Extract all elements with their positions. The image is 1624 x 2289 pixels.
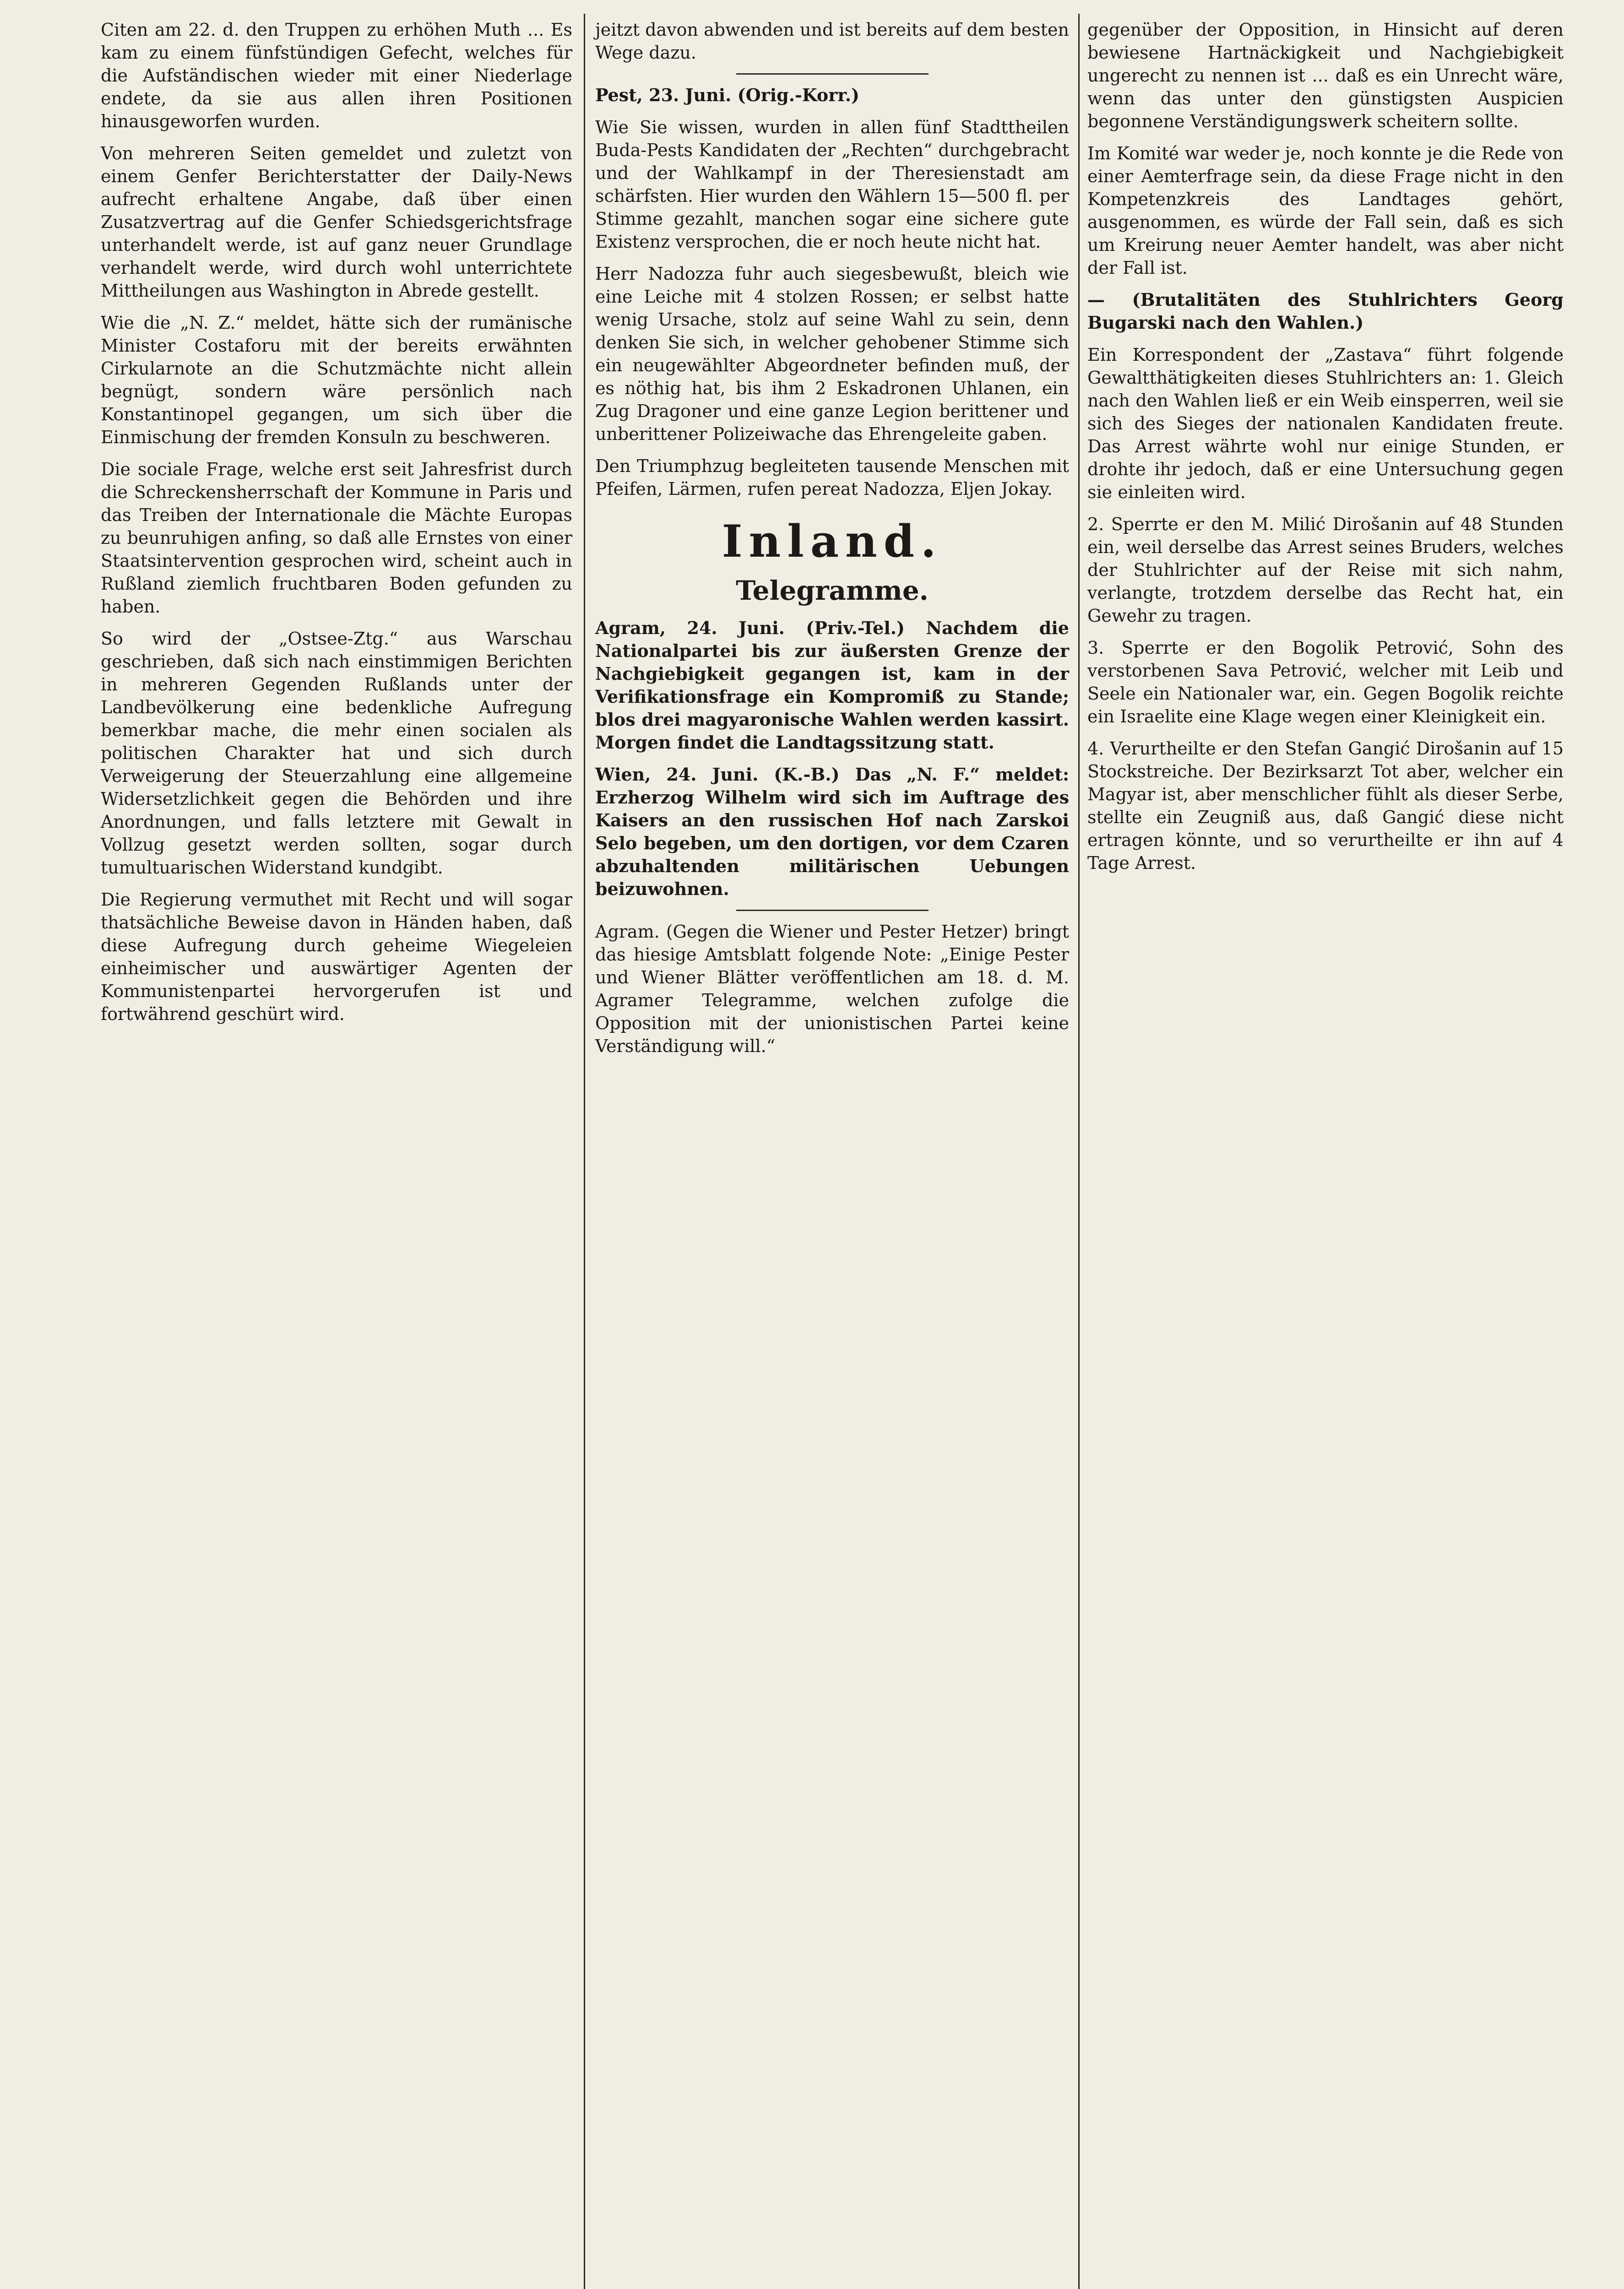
col3-paragraph-3: Ein Korrespondent der „Zastava“ führt folgende Gewaltthätigkeiten dieses Stuhlrichters an: 1. Gleich nach den Wahlen ließ er ein Weib einsperren, weil sie sich des Sieges der nationalen Kandidaten freute. Das Arrest währte wohl nur einige Stunden, er drohte ihr jedoch, daß er eine Untersuchung gegen sie einleiten wird.	[1087, 345, 1564, 502]
col1-paragraph-4: Die sociale Frage, welche erst seit Jahresfrist durch die Schreckensherrschaft der Kommune in Paris und das Treiben der Internationale die Mächte Europas zu beunruhigen anfing, so daß alle Ernstes von einer Staatsintervention gesprochen wird, scheint auch in Rußland ziemlich fruchtbaren Boden gefunden zu haben.	[101, 459, 572, 617]
dateline-pest: Pest, 23. Juni. (Orig.-Korr.)	[595, 85, 860, 105]
col3-paragraph-6: 4. Verurtheilte er den Stefan Gangić Dirošanin auf 15 Stockstreiche. Der Bezirksarzt Tot aber, welcher ein Magyar ist, aber menschlicher fühlt als dieser Serbe, stellte ein Zeugniß aus, daß Gangić diese nicht ertragen könnte, und so verurtheilte er ihn auf 4 Tage Arrest.	[1087, 738, 1564, 873]
column-3	[1087, 18, 1564, 2289]
col2-paragraph-5: Agram. (Gegen die Wiener und Pester Hetzer) bringt das hiesige Amtsblatt folgende Note: „Einige Pester und Wiener Blätter veröffentlichen am 18. d. M. Agramer Telegramme, welchen zufolge die Opposition mit der unionistischen Partei keine Verständigung will.“	[595, 922, 1069, 1056]
section-title-inland: Inland.	[722, 515, 943, 567]
column-2	[595, 18, 1069, 2289]
col3-paragraph-4: 2. Sperrte er den M. Milić Dirošanin auf 48 Stunden ein, weil derselbe das Arrest seines Bruders, welches der Stuhlrichter auf der Reise mit sich nahm, verlangte, trotzdem derselbe das Recht hat, ein Gewehr zu tragen.	[1087, 514, 1564, 626]
col3-paragraph-2: Im Komité war weder je, noch konnte je die Rede von einer Aemterfrage sein, da diese Frage nicht in den Kompetenzkreis des Landtages gehört, ausgenommen, es würde der Fall sein, daß es sich um Kreirung neuer Aemter handelt, was aber nicht der Fall ist.	[1087, 143, 1564, 278]
column-1	[101, 18, 572, 2289]
col1-paragraph-1: Citen am 22. d. den Truppen zu erhöhen Muth ... Es kam zu einem fünfstündigen Gefecht, welches für die Aufständischen wieder mit einer Niederlage endete, da sie aus allen ihren Positionen hinausgeworfen wurden.	[101, 20, 572, 131]
subhead-telegramme: Telegramme.	[736, 575, 929, 606]
col1-paragraph-6: Die Regierung vermuthet mit Recht und will sogar thatsächliche Beweise davon in Händen haben, daß diese Aufregung durch geheime Wiegeleien einheimischer und auswärtiger Agenten der Kommunistenpartei hervorgerufen ist und fortwährend geschürt wird.	[101, 890, 572, 1024]
headline-brutalitaeten: — (Brutalitäten des Stuhlrichters Georg Bugarski nach den Wahlen.)	[1087, 289, 1564, 333]
telegram-wien: Wien, 24. Juni. (K.-B.) Das „N. F.“ meldet: Erzherzog Wilhelm wird sich im Auftrage des Kaisers an den russischen Hof nach Zarskoi Selo begeben, um den dortigen, vor dem Czaren abzuhaltenden militärischen Uebungen beizuwohnen.	[595, 764, 1069, 899]
col3-paragraph-1: gegenüber der Opposition, in Hinsicht auf deren bewiesene Hartnäckigkeit und Nachgiebigkeit ungerecht zu nennen ist ... daß es ein Unrecht wäre, wenn das unter den günstigsten Auspicien begonnene Verständigungswerk scheitern sollte.	[1087, 20, 1564, 131]
col3-paragraph-5: 3. Sperrte er den Bogolik Petrović, Sohn des verstorbenen Sava Petrović, welcher mit Leib und Seele ein Nationaler war, ein. Gegen Bogolik reichte ein Israelite eine Klage wegen einer Kleinigkeit ein.	[1087, 638, 1564, 727]
col2-paragraph-1: jeitzt davon abwenden und ist bereits auf dem besten Wege dazu.	[595, 20, 1069, 63]
column-rule	[1078, 14, 1080, 2289]
column-rule	[584, 14, 585, 2289]
col2-paragraph-4: Den Triumphzug begleiteten tausende Menschen mit Pfeifen, Lärmen, rufen pereat Nadozza, Eljen Jokay.	[595, 456, 1069, 499]
telegram-agram: Agram, 24. Juni. (Priv.-Tel.) Nachdem die Nationalpartei bis zur äußersten Grenze der Nachgiebigkeit gegangen ist, kam in der Verifikationsfrage ein Kompromiß zu Stande; blos drei magyaronische Wahlen werden kassirt. Morgen findet die Landtagssitzung statt.	[595, 618, 1069, 753]
divider	[736, 73, 929, 75]
col2-paragraph-3: Herr Nadozza fuhr auch siegesbewußt, bleich wie eine Leiche mit 4 stolzen Rossen; er selbst hatte wenig Ursache, stolz auf seine Wahl zu sein, denn denken Sie sich, in welcher gehobener Stimme sich ein neugewählter Abgeordneter befinden muß, der es nöthig hat, bis ihm 2 Eskadronen Uhlanen, ein Zug Dragoner und eine ganze Legion berittener und unberittener Polizeiwache das Ehrengeleite gaben.	[595, 264, 1069, 444]
divider	[736, 910, 929, 911]
col2-paragraph-2: Wie Sie wissen, wurden in allen fünf Stadttheilen Buda-Pests Kandidaten der „Rechten“ durchgebracht und der Wahlkampf in der Theresienstadt am schärfsten. Hier wurden den Wählern 15—500 fl. per Stimme gezahlt, manchen sogar eine sichere gute Existenz versprochen, die er noch heute nicht hat.	[595, 117, 1069, 252]
col1-paragraph-2: Von mehreren Seiten gemeldet und zuletzt von einem Genfer Berichterstatter der Daily-News aufrecht erhaltene Angabe, daß über einen Zusatzvertrag auf die Genfer Schiedsgerichtsfrage unterhandelt werde, ist auf ganz neuer Grundlage verhandelt werde, wird durch wohl unterrichtete Mittheilungen aus Washington in Abrede gestellt.	[101, 143, 572, 301]
col1-paragraph-5: So wird der „Ostsee-Ztg.“ aus Warschau geschrieben, daß sich nach einstimmigen Berichten in mehreren Gegenden Rußlands unter der Landbevölkerung eine bedenkliche Aufregung bemerkbar mache, die mehr einen socialen als politischen Charakter hat und sich durch Verweigerung der Steuerzahlung eine allgemeine Widersetzlichkeit gegen die Behörden und ihre Anordnungen, und falls letztere mit Gewalt in Vollzug gesetzt werden sollten, sogar durch tumultuarischen Widerstand kundgibt.	[101, 629, 572, 878]
col1-paragraph-3: Wie die „N. Z.“ meldet, hätte sich der rumänische Minister Costaforu mit der bereits erwähnten Cirkularnote an die Schutzmächte nicht allein begnügt, sondern wäre persönlich nach Konstantinopel gegangen, um sich über die Einmischung der fremden Konsuln zu beschweren.	[101, 313, 572, 447]
